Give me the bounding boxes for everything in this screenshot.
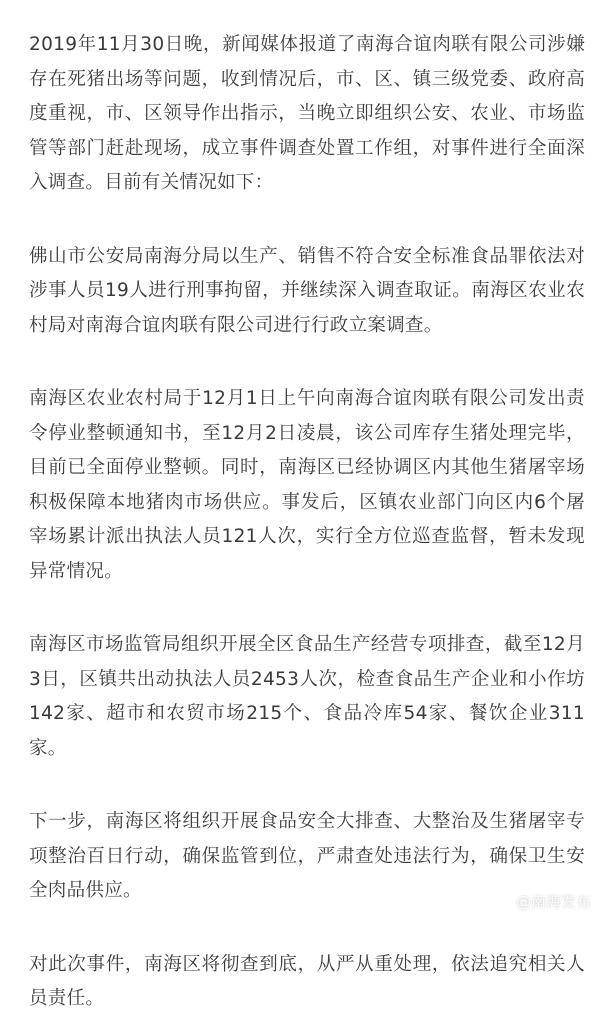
paragraph-police: 佛山市公安局南海分局以生产、销售不符合安全标准食品罪依法对涉事人员19人进行刑事拘留，并继续深入调查取证。南海区农业农村局对南海合谊肉联有限公司进行行政立案调查。 — [29, 245, 585, 336]
paragraph-conclusion: 对此次事件，南海区将彻查到底，从严从重处理，依法追究相关人员责任。 — [29, 953, 585, 1009]
paragraph-next-steps: 下一步，南海区将组织开展食品安全大排查、大整治及生猪屠宰专项整治百日行动，确保监管到位，严肃查处违法行为，确保卫生安全肉品供应。 — [29, 811, 585, 901]
paragraph-agriculture: 南海区农业农村局于12月1日上午向南海合谊肉联有限公司发出责令停业整顿通知书，至12月2日凌晨，该公司库存生猪处理完毕，目前已全面停业整顿。同时，南海区已经协调区内其他生猪屠宰场积极保障本地猪肉市场供应。事发后，区镇农业部门向区内6个屠宰场累计派出执法人员121人次，实行全方位巡查监督，暂未发现异常情况。 — [29, 388, 585, 582]
weibo-icon — [490, 893, 512, 911]
weibo-watermark — [490, 891, 591, 912]
article-body — [29, 28, 585, 1017]
watermark-label: @南海发布 — [515, 893, 591, 911]
paragraph-market-supervision: 南海区市场监管局组织开展全区食品生产经营专项排查，截至12月3日，区镇共出动执法人员2453人次，检查食品生产企业和小作坊142家、超市和农贸市场215个、食品冷库54家、餐饮企业311家。 — [29, 634, 585, 759]
paragraph-intro: 2019年11月30日晚，新闻媒体报道了南海合谊肉联有限公司涉嫌存在死猪出场等问题，收到情况后，市、区、镇三级党委、政府高度重视，市、区领导作出指示，当晚立即组织公安、农业、市场监管等部门赶赴现场，成立事件调查处置工作组，对事件进行全面深入调查。目前有关情况如下： — [29, 34, 585, 193]
